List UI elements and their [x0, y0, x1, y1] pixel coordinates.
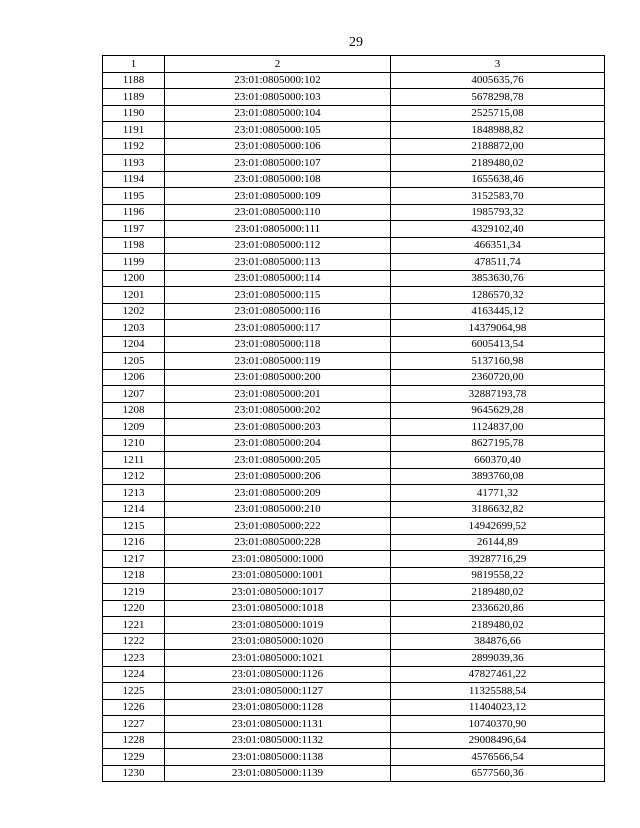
cadastral-value-cell: 32887193,78 — [391, 386, 605, 403]
row-number-cell: 1228 — [103, 732, 165, 749]
table-row — [103, 155, 605, 172]
row-number-cell: 1208 — [103, 402, 165, 419]
row-number-cell: 1205 — [103, 353, 165, 370]
table-row — [103, 402, 605, 419]
cadastral-value-cell: 4329102,40 — [391, 221, 605, 238]
cadastral-value-cell: 8627195,78 — [391, 435, 605, 452]
cadastral-value-cell: 3853630,76 — [391, 270, 605, 287]
cadastral-value-cell: 2189480,02 — [391, 617, 605, 634]
cadastral-number-cell: 23:01:0805000:203 — [165, 419, 391, 436]
row-number-cell: 1222 — [103, 633, 165, 650]
column-header-2: 2 — [165, 56, 391, 73]
row-number-cell: 1225 — [103, 683, 165, 700]
row-number-cell: 1188 — [103, 72, 165, 89]
cadastral-value-cell: 3893760,08 — [391, 468, 605, 485]
row-number-cell: 1220 — [103, 600, 165, 617]
table-row — [103, 320, 605, 337]
cadastral-value-cell: 1655638,46 — [391, 171, 605, 188]
cadastral-number-cell: 23:01:0805000:102 — [165, 72, 391, 89]
table-row — [103, 501, 605, 518]
cadastral-number-cell: 23:01:0805000:202 — [165, 402, 391, 419]
cadastral-value-cell: 4163445,12 — [391, 303, 605, 320]
table-row — [103, 551, 605, 568]
table-row — [103, 650, 605, 667]
table-row — [103, 716, 605, 733]
row-number-cell: 1227 — [103, 716, 165, 733]
cadastral-value-cell: 466351,34 — [391, 237, 605, 254]
cadastral-number-cell: 23:01:0805000:109 — [165, 188, 391, 205]
cadastral-value-table — [102, 55, 605, 782]
row-number-cell: 1207 — [103, 386, 165, 403]
cadastral-number-cell: 23:01:0805000:106 — [165, 138, 391, 155]
cadastral-number-cell: 23:01:0805000:116 — [165, 303, 391, 320]
table-row — [103, 435, 605, 452]
cadastral-number-cell: 23:01:0805000:1020 — [165, 633, 391, 650]
row-number-cell: 1230 — [103, 765, 165, 782]
cadastral-value-cell: 47827461,22 — [391, 666, 605, 683]
cadastral-value-cell: 6005413,54 — [391, 336, 605, 353]
row-number-cell: 1229 — [103, 749, 165, 766]
table-row — [103, 485, 605, 502]
row-number-cell: 1224 — [103, 666, 165, 683]
cadastral-number-cell: 23:01:0805000:1017 — [165, 584, 391, 601]
row-number-cell: 1214 — [103, 501, 165, 518]
cadastral-number-cell: 23:01:0805000:119 — [165, 353, 391, 370]
cadastral-value-cell: 1848988,82 — [391, 122, 605, 139]
row-number-cell: 1198 — [103, 237, 165, 254]
cadastral-value-cell: 6577560,36 — [391, 765, 605, 782]
cadastral-number-cell: 23:01:0805000:107 — [165, 155, 391, 172]
row-number-cell: 1197 — [103, 221, 165, 238]
cadastral-value-cell: 26144,89 — [391, 534, 605, 551]
cadastral-value-cell: 2525715,08 — [391, 105, 605, 122]
cadastral-number-cell: 23:01:0805000:200 — [165, 369, 391, 386]
row-number-cell: 1191 — [103, 122, 165, 139]
table-row — [103, 518, 605, 535]
cadastral-value-cell: 384876,66 — [391, 633, 605, 650]
table-row — [103, 633, 605, 650]
table-row — [103, 254, 605, 271]
table-row — [103, 617, 605, 634]
cadastral-value-cell: 9819558,22 — [391, 567, 605, 584]
row-number-cell: 1223 — [103, 650, 165, 667]
row-number-cell: 1204 — [103, 336, 165, 353]
table-row — [103, 600, 605, 617]
row-number-cell: 1190 — [103, 105, 165, 122]
cadastral-value-cell: 5678298,78 — [391, 89, 605, 106]
cadastral-value-cell: 2189480,02 — [391, 155, 605, 172]
row-number-cell: 1221 — [103, 617, 165, 634]
table-row — [103, 567, 605, 584]
table-row — [103, 584, 605, 601]
cadastral-number-cell: 23:01:0805000:1138 — [165, 749, 391, 766]
table-row — [103, 237, 605, 254]
table-row — [103, 72, 605, 89]
cadastral-value-cell: 2189480,02 — [391, 584, 605, 601]
row-number-cell: 1203 — [103, 320, 165, 337]
table-row — [103, 386, 605, 403]
row-number-cell: 1189 — [103, 89, 165, 106]
column-header-1: 1 — [103, 56, 165, 73]
table-row — [103, 171, 605, 188]
cadastral-number-cell: 23:01:0805000:105 — [165, 122, 391, 139]
cadastral-number-cell: 23:01:0805000:1126 — [165, 666, 391, 683]
cadastral-number-cell: 23:01:0805000:108 — [165, 171, 391, 188]
page-number: 29 — [349, 35, 363, 50]
table-row — [103, 468, 605, 485]
row-number-cell: 1216 — [103, 534, 165, 551]
cadastral-value-cell: 9645629,28 — [391, 402, 605, 419]
cadastral-value-cell: 14942699,52 — [391, 518, 605, 535]
cadastral-number-cell: 23:01:0805000:205 — [165, 452, 391, 469]
row-number-cell: 1219 — [103, 584, 165, 601]
cadastral-value-cell: 29008496,64 — [391, 732, 605, 749]
cadastral-value-cell: 1286570,32 — [391, 287, 605, 304]
table-row — [103, 749, 605, 766]
row-number-cell: 1211 — [103, 452, 165, 469]
table-row — [103, 683, 605, 700]
row-number-cell: 1195 — [103, 188, 165, 205]
row-number-cell: 1202 — [103, 303, 165, 320]
row-number-cell: 1226 — [103, 699, 165, 716]
cadastral-number-cell: 23:01:0805000:117 — [165, 320, 391, 337]
table-row — [103, 204, 605, 221]
cadastral-value-cell: 2188872,00 — [391, 138, 605, 155]
table-row — [103, 270, 605, 287]
cadastral-value-cell: 3152583,70 — [391, 188, 605, 205]
table-row — [103, 138, 605, 155]
cadastral-value-cell: 10740370,90 — [391, 716, 605, 733]
cadastral-value-cell: 41771,32 — [391, 485, 605, 502]
row-number-cell: 1215 — [103, 518, 165, 535]
cadastral-value-cell: 478511,74 — [391, 254, 605, 271]
cadastral-value-cell: 14379064,98 — [391, 320, 605, 337]
row-number-cell: 1210 — [103, 435, 165, 452]
cadastral-number-cell: 23:01:0805000:110 — [165, 204, 391, 221]
table-row — [103, 534, 605, 551]
table-row — [103, 89, 605, 106]
cadastral-value-cell: 11325588,54 — [391, 683, 605, 700]
cadastral-value-cell: 11404023,12 — [391, 699, 605, 716]
cadastral-number-cell: 23:01:0805000:112 — [165, 237, 391, 254]
row-number-cell: 1201 — [103, 287, 165, 304]
cadastral-number-cell: 23:01:0805000:1001 — [165, 567, 391, 584]
cadastral-number-cell: 23:01:0805000:201 — [165, 386, 391, 403]
table-row — [103, 699, 605, 716]
cadastral-value-cell: 3186632,82 — [391, 501, 605, 518]
cadastral-number-cell: 23:01:0805000:111 — [165, 221, 391, 238]
table-row — [103, 336, 605, 353]
cadastral-number-cell: 23:01:0805000:103 — [165, 89, 391, 106]
cadastral-number-cell: 23:01:0805000:1000 — [165, 551, 391, 568]
table-row — [103, 221, 605, 238]
table-row — [103, 666, 605, 683]
cadastral-number-cell: 23:01:0805000:114 — [165, 270, 391, 287]
row-number-cell: 1217 — [103, 551, 165, 568]
cadastral-number-cell: 23:01:0805000:118 — [165, 336, 391, 353]
cadastral-number-cell: 23:01:0805000:1021 — [165, 650, 391, 667]
table-row — [103, 369, 605, 386]
column-header-3: 3 — [391, 56, 605, 73]
row-number-cell: 1200 — [103, 270, 165, 287]
cadastral-value-cell: 1124837,00 — [391, 419, 605, 436]
cadastral-number-cell: 23:01:0805000:1128 — [165, 699, 391, 716]
table-row — [103, 105, 605, 122]
table-row — [103, 353, 605, 370]
cadastral-number-cell: 23:01:0805000:115 — [165, 287, 391, 304]
cadastral-value-cell: 4576566,54 — [391, 749, 605, 766]
table-row — [103, 765, 605, 782]
cadastral-number-cell: 23:01:0805000:104 — [165, 105, 391, 122]
cadastral-number-cell: 23:01:0805000:222 — [165, 518, 391, 535]
cadastral-number-cell: 23:01:0805000:1131 — [165, 716, 391, 733]
table-row — [103, 287, 605, 304]
cadastral-number-cell: 23:01:0805000:1019 — [165, 617, 391, 634]
cadastral-value-cell: 39287716,29 — [391, 551, 605, 568]
cadastral-number-cell: 23:01:0805000:228 — [165, 534, 391, 551]
cadastral-value-cell: 660370,40 — [391, 452, 605, 469]
row-number-cell: 1194 — [103, 171, 165, 188]
table-row — [103, 303, 605, 320]
cadastral-number-cell: 23:01:0805000:1127 — [165, 683, 391, 700]
row-number-cell: 1193 — [103, 155, 165, 172]
row-number-cell: 1199 — [103, 254, 165, 271]
cadastral-value-cell: 2336620,86 — [391, 600, 605, 617]
row-number-cell: 1213 — [103, 485, 165, 502]
row-number-cell: 1192 — [103, 138, 165, 155]
row-number-cell: 1206 — [103, 369, 165, 386]
table-body — [103, 72, 605, 782]
cadastral-value-cell: 1985793,32 — [391, 204, 605, 221]
cadastral-value-cell: 2360720,00 — [391, 369, 605, 386]
row-number-cell: 1218 — [103, 567, 165, 584]
cadastral-number-cell: 23:01:0805000:206 — [165, 468, 391, 485]
cadastral-number-cell: 23:01:0805000:210 — [165, 501, 391, 518]
row-number-cell: 1212 — [103, 468, 165, 485]
cadastral-number-cell: 23:01:0805000:1139 — [165, 765, 391, 782]
table-header-row — [103, 56, 605, 73]
cadastral-number-cell: 23:01:0805000:1018 — [165, 600, 391, 617]
table-row — [103, 419, 605, 436]
table-row — [103, 122, 605, 139]
cadastral-value-cell: 5137160,98 — [391, 353, 605, 370]
row-number-cell: 1196 — [103, 204, 165, 221]
cadastral-number-cell: 23:01:0805000:204 — [165, 435, 391, 452]
table-row — [103, 452, 605, 469]
cadastral-value-cell: 2899039,36 — [391, 650, 605, 667]
table-row — [103, 188, 605, 205]
cadastral-number-cell: 23:01:0805000:1132 — [165, 732, 391, 749]
cadastral-number-cell: 23:01:0805000:209 — [165, 485, 391, 502]
cadastral-number-cell: 23:01:0805000:113 — [165, 254, 391, 271]
row-number-cell: 1209 — [103, 419, 165, 436]
cadastral-value-cell: 4005635,76 — [391, 72, 605, 89]
table-row — [103, 732, 605, 749]
